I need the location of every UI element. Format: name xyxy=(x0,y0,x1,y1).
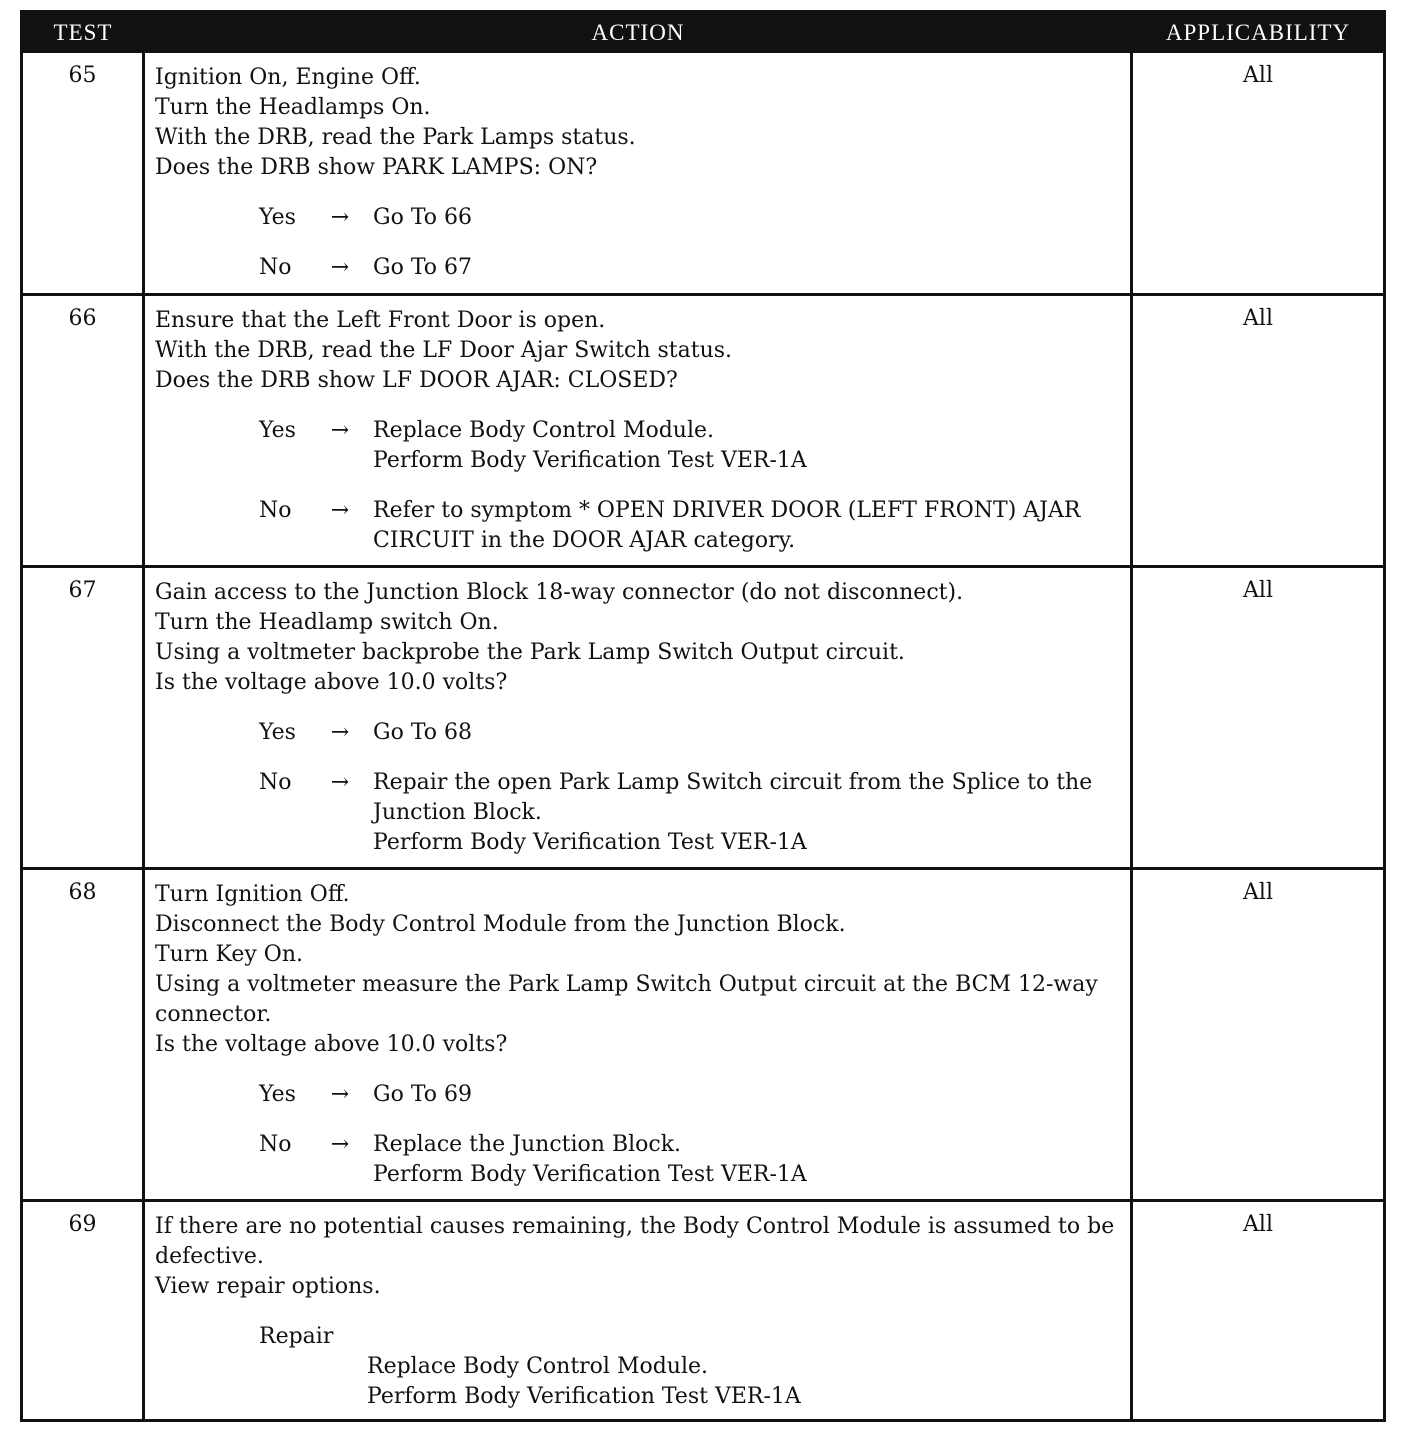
branch-yes xyxy=(155,203,1124,233)
branch-no xyxy=(155,768,1124,858)
action-line: Disconnect the Body Control Module from the Junction Block. xyxy=(155,912,846,937)
action-line: With the DRB, read the LF Door Ajar Switch status. xyxy=(155,338,733,363)
arrow-icon: → xyxy=(330,1132,350,1157)
branch-result: Go To 66 xyxy=(373,205,473,230)
branch-yes xyxy=(155,416,1124,476)
branch-label: No xyxy=(259,498,292,523)
applicability-value: All xyxy=(1243,578,1273,603)
arrow-icon: → xyxy=(330,205,350,230)
table-row xyxy=(23,870,1383,1202)
action-cell xyxy=(145,568,1133,867)
arrow-icon: → xyxy=(330,255,350,280)
action-line: Gain access to the Junction Block 18-way connector (do not disconnect). xyxy=(155,580,964,605)
branch-result: CIRCUIT in the DOOR AJAR category. xyxy=(373,528,796,553)
branch-yes xyxy=(155,1080,1124,1110)
repair-result: Perform Body Verification Test VER-1A xyxy=(367,1384,801,1409)
branch-no xyxy=(155,1130,1124,1190)
branch-result: Perform Body Verification Test VER-1A xyxy=(373,1162,807,1187)
action-line: connector. xyxy=(155,1002,272,1027)
action-line: If there are no potential causes remaining, the Body Control Module is assumed to be xyxy=(155,1214,1115,1239)
table-row xyxy=(23,296,1383,568)
action-line: Using a voltmeter backprobe the Park Lamp Switch Output circuit. xyxy=(155,640,905,665)
test-number: 67 xyxy=(23,568,145,867)
arrow-icon: → xyxy=(330,498,350,523)
branch-result: Refer to symptom * OPEN DRIVER DOOR (LEFT FRONT) AJAR xyxy=(373,498,1081,523)
branch-result: Go To 68 xyxy=(373,720,473,745)
action-line: Turn Ignition Off. xyxy=(155,882,350,907)
applicability-value: All xyxy=(1243,63,1273,88)
branch-result: Go To 69 xyxy=(373,1082,473,1107)
header-test: TEST xyxy=(53,20,113,45)
arrow-icon: → xyxy=(330,1082,350,1107)
branch-result: Repair the open Park Lamp Switch circuit from the Splice to the xyxy=(373,770,1093,795)
action-line: Does the DRB show PARK LAMPS: ON? xyxy=(155,155,598,180)
action-cell xyxy=(145,296,1133,565)
action-line: Turn the Headlamps On. xyxy=(155,95,431,120)
branch-result: Go To 67 xyxy=(373,255,473,280)
action-cell xyxy=(145,1202,1133,1419)
action-cell xyxy=(145,53,1133,293)
action-line: Using a voltmeter measure the Park Lamp Switch Output circuit at the BCM 12-way xyxy=(155,972,1098,997)
arrow-icon: → xyxy=(330,770,350,795)
action-line: Ensure that the Left Front Door is open. xyxy=(155,308,606,333)
applicability-value: All xyxy=(1243,880,1273,905)
branch-label: Yes xyxy=(259,1082,296,1107)
table-row xyxy=(23,53,1383,296)
branch-result: Replace Body Control Module. xyxy=(373,418,715,443)
arrow-icon: → xyxy=(330,418,350,443)
branch-label: No xyxy=(259,770,292,795)
action-line: Is the voltage above 10.0 volts? xyxy=(155,670,508,695)
branch-label: Yes xyxy=(259,205,296,230)
branch-result: Perform Body Verification Test VER-1A xyxy=(373,830,807,855)
action-line: Is the voltage above 10.0 volts? xyxy=(155,1032,508,1057)
branch-label: Yes xyxy=(259,418,296,443)
test-number: 65 xyxy=(23,53,145,293)
table-row xyxy=(23,568,1383,870)
header-action: ACTION xyxy=(591,20,685,45)
branch-yes xyxy=(155,718,1124,748)
branch-label: No xyxy=(259,255,292,280)
action-line: defective. xyxy=(155,1244,264,1269)
action-line: View repair options. xyxy=(155,1274,381,1299)
header-applicability: APPLICABILITY xyxy=(1165,20,1351,45)
diagnostic-table xyxy=(20,10,1386,1422)
branch-label: No xyxy=(259,1132,292,1157)
branch-result: Junction Block. xyxy=(373,800,542,825)
branch-result: Replace the Junction Block. xyxy=(373,1132,682,1157)
repair-result: Replace Body Control Module. xyxy=(367,1354,709,1379)
branch-no xyxy=(155,253,1124,283)
applicability-value: All xyxy=(1243,306,1273,331)
table-row xyxy=(23,1202,1383,1419)
arrow-icon: → xyxy=(330,720,350,745)
test-number: 66 xyxy=(23,296,145,565)
test-number: 68 xyxy=(23,870,145,1199)
action-line: Ignition On, Engine Off. xyxy=(155,65,421,90)
action-line: With the DRB, read the Park Lamps status. xyxy=(155,125,636,150)
table-header xyxy=(23,13,1383,53)
action-line: Turn Key On. xyxy=(155,942,304,967)
branch-no xyxy=(155,496,1124,556)
repair-label: Repair xyxy=(259,1324,334,1349)
branch-result: Perform Body Verification Test VER-1A xyxy=(373,448,807,473)
test-number: 69 xyxy=(23,1202,145,1419)
action-line: Turn the Headlamp switch On. xyxy=(155,610,499,635)
applicability-value: All xyxy=(1243,1212,1273,1237)
branch-label: Yes xyxy=(259,720,296,745)
action-cell xyxy=(145,870,1133,1199)
action-line: Does the DRB show LF DOOR AJAR: CLOSED? xyxy=(155,368,678,393)
